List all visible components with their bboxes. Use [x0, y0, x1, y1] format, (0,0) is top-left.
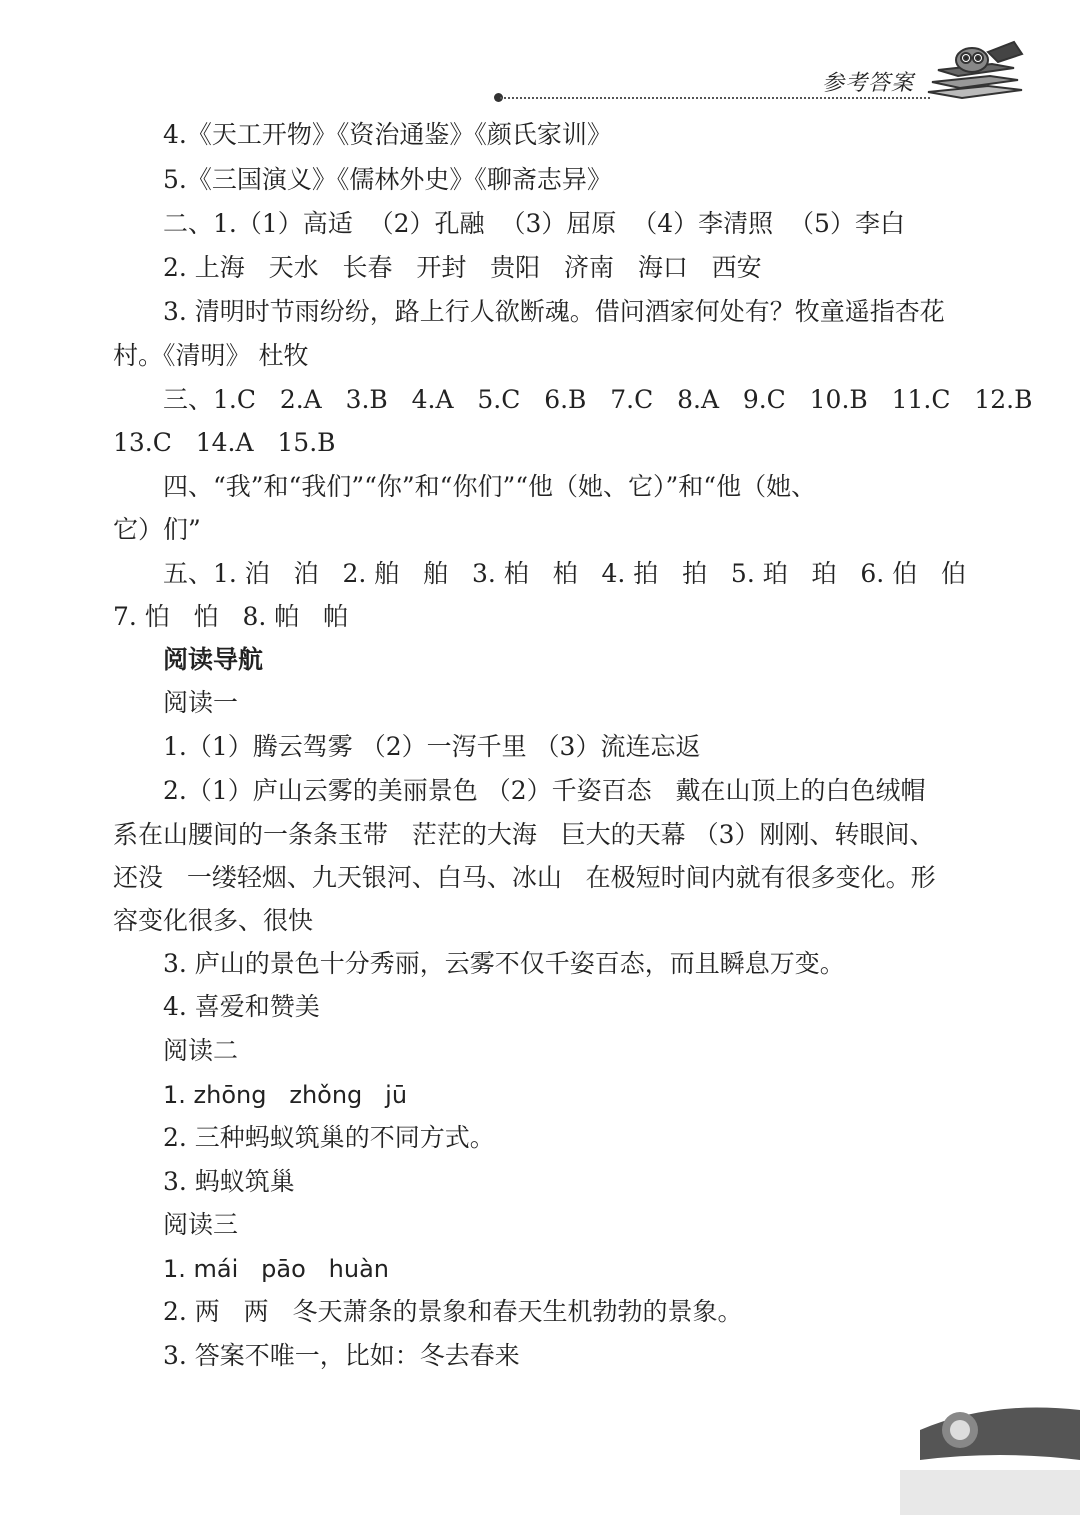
answer-line: 2. 两 两 冬天萧条的景象和春天生机勃勃的景象。	[163, 1297, 743, 1326]
answer-line: 3. 答案不唯一，比如：冬去春来	[163, 1341, 520, 1370]
answer-line: 容变化很多、很快	[113, 906, 314, 935]
page-header-title: 参考答案	[822, 71, 915, 96]
answer-line: 4.《天工开物》《资治通鉴》《颜氏家训》	[163, 120, 612, 149]
answer-line: 四、“我”和“我们”“你”和“你们”“他（她、它）”和“他（她、	[163, 472, 817, 501]
books-mascot-icon	[918, 40, 1030, 110]
answer-line: 3. 清明时节雨纷纷，路上行人欲断魂。借问酒家何处有？牧童遥指杏花	[163, 297, 945, 326]
answer-line: 村。《清明》 杜牧	[113, 341, 309, 370]
answer-line: 五、1. 泊 泊 2. 舶 舶 3. 柏 柏 4. 拍 拍 5. 珀 珀 6. 伯 伯	[163, 559, 967, 588]
answer-line: 5.《三国演义》《儒林外史》《聊斋志异》	[163, 165, 612, 194]
answer-line: 4. 喜爱和赞美	[163, 992, 320, 1021]
answer-line: 还没 一缕轻烟、九天银河、白马、冰山 在极短时间内就有很多变化。形	[113, 863, 936, 892]
answer-line: 13.C 14.A 15.B	[113, 428, 336, 457]
answer-line: 3. 蚂蚁筑巢	[163, 1167, 295, 1196]
answer-line: 2. 三种蚂蚁筑巢的不同方式。	[163, 1123, 495, 1152]
answer-line: 二、1.（1）高适 （2）孔融 （3）屈原 （4）李清照 （5）李白	[163, 209, 905, 238]
subsection-heading: 阅读三	[163, 1210, 239, 1239]
answer-line: 2.（1）庐山云雾的美丽景色 （2）千姿百态 戴在山顶上的白色绒帽	[163, 776, 926, 805]
subsection-heading: 阅读一	[163, 688, 239, 717]
section-heading: 阅读导航	[163, 645, 264, 674]
answer-line: 它）们”	[113, 515, 201, 544]
answer-line: 2. 上海 天水 长春 开封 贵阳 济南 海口 西安	[163, 253, 762, 282]
subsection-heading: 阅读二	[163, 1036, 239, 1065]
answer-line: 1. zhōng zhǒng jū	[163, 1081, 408, 1109]
answer-line: 1.（1）腾云驾雾 （2）一泻千里 （3）流连忘返	[163, 732, 701, 761]
page-corner-decoration-icon	[900, 1400, 1080, 1515]
answer-line: 3. 庐山的景色十分秀丽，云雾不仅千姿百态，而且瞬息万变。	[163, 949, 845, 978]
header-divider	[500, 97, 930, 99]
answer-line: 三、1.C 2.A 3.B 4.A 5.C 6.B 7.C 8.A 9.C 10.B 11.C 12.B	[163, 385, 1033, 414]
answer-line: 7. 怕 怕 8. 帕 帕	[113, 602, 349, 631]
answer-line: 系在山腰间的一条条玉带 茫茫的大海 巨大的天幕 （3）刚刚、转眼间、	[113, 820, 935, 849]
answer-line: 1. mái pāo huàn	[163, 1255, 390, 1283]
